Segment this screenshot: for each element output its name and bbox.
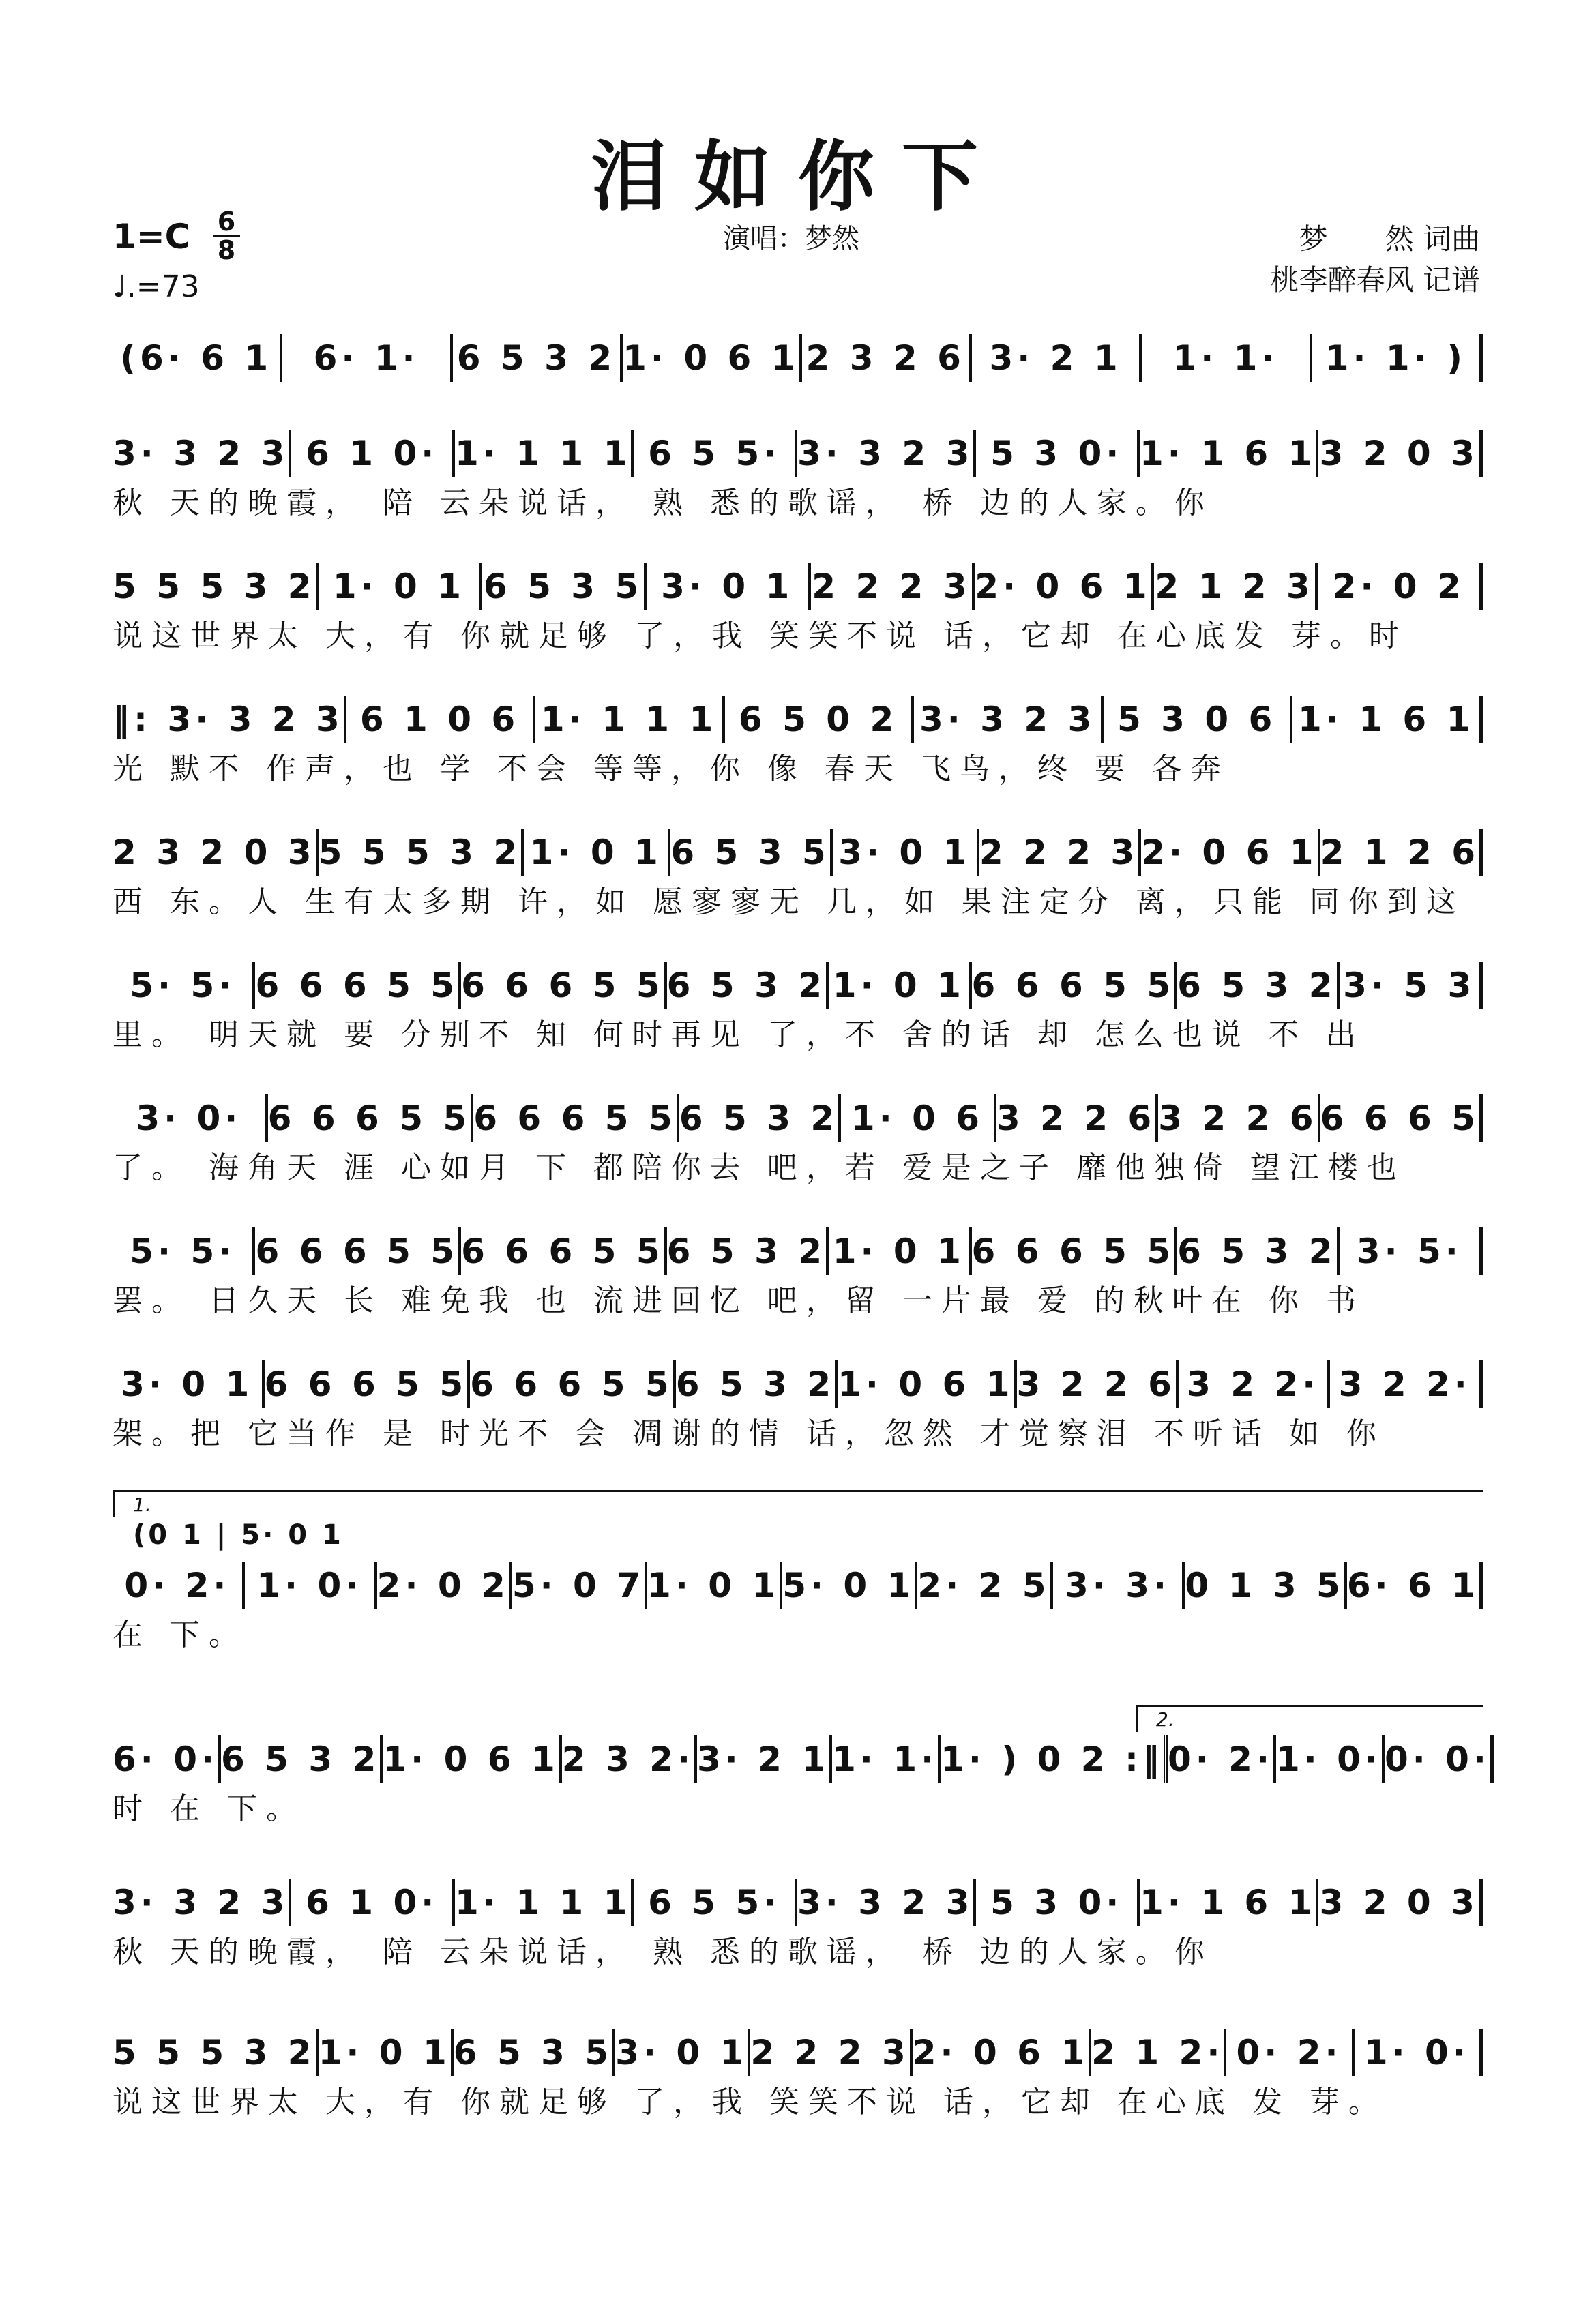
measure: 2 2 2 3 — [811, 563, 975, 610]
lyric-line: 在 下。 — [113, 1618, 248, 1652]
score-system — [113, 563, 1483, 665]
measure: 6 5 3 5 — [482, 563, 647, 610]
volta-number: 1. — [133, 1493, 151, 1516]
lyric-line: 秋 天的晚霞， 陪 云朵说话， 熟 悉的歌谣， 桥 边的人家。你 — [113, 1935, 1213, 1969]
measure: 6 5 5· — [634, 1879, 797, 1926]
lyric-line: 说这世界太 大，有 你就足够 了，我 笑笑不说 话，它却 在心底 发 芽。 — [113, 2085, 1387, 2119]
measure: 1· 1· — [1142, 334, 1312, 382]
measure: 2 2 2 3 — [750, 2029, 912, 2076]
measure: 6 5 3 2 — [453, 334, 623, 382]
measure: 5 3 0· — [976, 430, 1140, 477]
measure: 3· 3 2 3 — [914, 696, 1104, 743]
measure: 3 2 2 6 — [1158, 1094, 1320, 1142]
measure: 3 2 2· — [1179, 1360, 1331, 1408]
measure: 1· 0· — [245, 1562, 377, 1609]
measure: 6 5 3 2 — [667, 1227, 829, 1275]
measure: 6 6 6 5 5 — [473, 1094, 679, 1142]
measure: 3· 3· — [1053, 1562, 1185, 1609]
measure: 2· 0 2 — [377, 1562, 512, 1609]
measure: 1· 0 1 — [829, 962, 971, 1009]
score-system — [113, 2029, 1483, 2131]
measure: 1· 0· — [1355, 2029, 1483, 2076]
measure: 1· 1 1 1 — [455, 430, 634, 477]
score-system — [113, 1360, 1483, 1463]
lyric-line: 光 默不 作声，也 学 不会 等等，你 像 春天 飞鸟，终 要 各奔 — [113, 751, 1230, 786]
measure: 0· 2· — [1168, 1735, 1276, 1783]
measure: 1· 1 6 1 — [1140, 1879, 1318, 1926]
key-signature: 1=C — [113, 217, 190, 256]
measure-row — [113, 563, 1483, 610]
measure: 1· 0 1 — [524, 829, 670, 876]
lyric-line: 秋 天的晚霞， 陪 云朵说话， 熟 悉的歌谣， 桥 边的人家。你 — [113, 486, 1213, 520]
measure: 2 1 2· — [1091, 2029, 1226, 2076]
lyricist-composer-credit: 梦 然 词曲 — [1299, 222, 1480, 256]
measure: 5· 5· — [113, 962, 255, 1009]
measure: 6 6 6 5 5 — [972, 1227, 1178, 1275]
measure: 3· 5· — [1340, 1227, 1483, 1275]
measure: 6 6 6 5 5 — [461, 1227, 667, 1275]
score-system — [113, 1227, 1483, 1330]
measure: 6 6 6 5 — [1320, 1094, 1483, 1142]
measure: 2· 2 5 — [917, 1562, 1052, 1609]
volta-bracket — [113, 1490, 1483, 1492]
score-system — [113, 696, 1483, 798]
measure: 3· 5 3 — [1340, 962, 1483, 1009]
measure: 6· 1· — [282, 334, 452, 382]
measure: 3 2 0 3 — [1318, 430, 1483, 477]
score-system — [113, 1708, 1490, 1838]
measure-row — [113, 696, 1483, 743]
measure: 3 2 0 3 — [1318, 1879, 1483, 1926]
measure: 6 5 3 2 — [221, 1735, 383, 1783]
measure: 6 5 0 2 — [725, 696, 915, 743]
measure: ‖: 3· 3 2 3 — [113, 696, 346, 743]
lyric-line: 了。 海角天 涯 心如月 下 都陪你去 吧，若 爱是之子 靡他独倚 望江楼也 — [113, 1150, 1406, 1185]
measure: 2· 0 6 1 — [913, 2029, 1091, 2076]
volta-tick — [1136, 1705, 1138, 1732]
measure: 2 1 2 6 — [1320, 829, 1483, 876]
measure: (6· 6 1 — [113, 334, 282, 382]
measure: 1· 1 6 1 — [1292, 696, 1483, 743]
measure: 3· 3 2 3 — [797, 1879, 976, 1926]
measure: 1· 1 6 1 — [1140, 430, 1318, 477]
measure-row — [113, 1879, 1483, 1926]
measure: 1· 1 1 1 — [535, 696, 725, 743]
measure: 2· 0 6 1 — [1141, 829, 1320, 876]
measure: 5· 0 7 — [512, 1562, 647, 1609]
measure: 2 3 2 6 — [802, 334, 972, 382]
measure-row — [113, 962, 1483, 1009]
measure: 3· 0 1 — [647, 563, 811, 610]
measure: 1· 0 1 — [829, 1227, 971, 1275]
lyric-line: 时 在 下。 — [113, 1791, 305, 1826]
measure: 1· ) 0 2 :‖ — [941, 1735, 1168, 1783]
time-signature — [213, 209, 240, 263]
measure: 5 5 5 3 2 — [113, 2029, 319, 2076]
time-signature-bottom: 8 — [217, 235, 236, 265]
measure: 6 1 0· — [291, 430, 455, 477]
measure: 3· 0 1 — [615, 2029, 750, 2076]
transcriber-credit: 桃李醉春风 记谱 — [1270, 263, 1480, 297]
measure-row — [113, 1227, 1483, 1275]
lyric-line: 罢。 日久天 长 难免我 也 流进回忆 吧，留 一片最 爱 的秋叶在 你 书 — [113, 1283, 1365, 1318]
measure: 3· 3 2 3 — [113, 1879, 291, 1926]
measure: 6 5 3 2 — [1177, 962, 1339, 1009]
measure: 5 3 0 6 — [1104, 696, 1293, 743]
measure: 3 2 2 6 — [996, 1094, 1158, 1142]
lyric-line: 西 东。人 生有太多期 许，如 愿寥寥无 几，如 果注定分 离，只能 同你到这 — [113, 884, 1465, 919]
measure: 1· 1· — [832, 1735, 941, 1783]
volta-bracket — [1136, 1705, 1483, 1707]
measure: 6 5 3 2 — [679, 1094, 841, 1142]
measure: 0· 2· — [113, 1562, 245, 1609]
measure: 3 2 2 6 — [1017, 1360, 1179, 1408]
time-signature-top: 6 — [213, 209, 240, 237]
song-title: 泪如你下 — [591, 132, 1005, 222]
score-system — [113, 334, 1483, 436]
measure: 1· 0· — [1276, 1735, 1385, 1783]
measure: 2· 0 2 — [1318, 563, 1483, 610]
measure: 6 5 5· — [634, 430, 797, 477]
measure: 6 6 6 5 5 — [268, 1094, 474, 1142]
measure: 0 1 3 5 — [1185, 1562, 1346, 1609]
score-system — [113, 962, 1483, 1064]
measure: 1· 0 1 — [647, 1562, 782, 1609]
measure: 3· 2 1 — [697, 1735, 832, 1783]
measure: 1· 0 1 — [319, 2029, 454, 2076]
measure: 3 2 2· — [1330, 1360, 1483, 1408]
measure: 1· 0 6 1 — [838, 1360, 1016, 1408]
measure: 3· 0 1 — [113, 1360, 265, 1408]
measure: 1· 0 6 1 — [623, 334, 801, 382]
measure: 3· 2 1 — [972, 334, 1142, 382]
measure: 6 5 3 2 — [676, 1360, 838, 1408]
measure: 6 1 0· — [291, 1879, 455, 1926]
measure: 6· 6 1 — [1347, 1562, 1483, 1609]
measure: 5 5 5 3 2 — [319, 829, 524, 876]
measure: 3· 0· — [113, 1094, 268, 1142]
measure: 1· 1 1 1 — [455, 1879, 634, 1926]
measure: 6 6 6 5 5 — [265, 1360, 471, 1408]
measure: 1· 0 6 1 — [383, 1735, 561, 1783]
measure: 6 5 3 5 — [454, 2029, 615, 2076]
measure: 2· 0 6 1 — [975, 563, 1153, 610]
measure: 0· 2· — [1226, 2029, 1354, 2076]
measure: 5 3 0· — [976, 1879, 1140, 1926]
measure-row — [113, 430, 1483, 477]
measure-row — [113, 1094, 1483, 1142]
lyric-line: 架。把 它当作 是 时光不 会 凋谢的情 话，忽然 才觉察泪 不听话 如 你 — [113, 1416, 1385, 1451]
measure: 6 5 3 5 — [670, 829, 832, 876]
measure-row — [113, 1360, 1483, 1408]
lyric-line: 说这世界太 大，有 你就足够 了，我 笑笑不说 话，它却 在心底发 芽。时 — [113, 619, 1408, 653]
measure: 6 6 6 5 5 — [255, 1227, 461, 1275]
measure-row — [113, 1562, 1483, 1609]
measure-row — [113, 2029, 1483, 2076]
measure: 2 3 2· — [562, 1735, 697, 1783]
measure: 2 1 2 3 — [1154, 563, 1318, 610]
measure: 5· 0 1 — [782, 1562, 917, 1609]
score-system — [113, 1094, 1483, 1197]
measure-row — [113, 829, 1483, 876]
measure: 0· 0· — [1385, 1735, 1494, 1783]
measure: 6 5 3 2 — [1177, 1227, 1339, 1275]
measure: 6· 0· — [113, 1735, 221, 1783]
alternate-notes: (0 1 | 5· 0 1 — [133, 1519, 344, 1551]
measure: 3· 0 1 — [833, 829, 979, 876]
measure: 5 5 5 3 2 — [113, 563, 319, 610]
measure: 2 2 2 3 — [979, 829, 1141, 876]
measure: 1· 1· ) — [1312, 334, 1483, 382]
measure-row — [113, 1735, 1490, 1783]
volta-tick — [113, 1490, 115, 1517]
measure: 6 6 6 5 5 — [972, 962, 1178, 1009]
measure: 3· 3 2 3 — [797, 430, 976, 477]
singer-credit: 演唱：梦然 — [723, 223, 859, 254]
measure: 6 1 0 6 — [346, 696, 536, 743]
measure: 2 3 2 0 3 — [113, 829, 319, 876]
score-system — [113, 1879, 1483, 1981]
measure: 6 6 6 5 5 — [470, 1360, 676, 1408]
measure: 3· 3 2 3 — [113, 430, 291, 477]
measure: 1· 0 1 — [319, 563, 483, 610]
measure: 6 6 6 5 5 — [255, 962, 461, 1009]
measure: 6 5 3 2 — [667, 962, 829, 1009]
score-system — [113, 829, 1483, 931]
volta-number: 2. — [1156, 1708, 1174, 1731]
tempo-marking: ♩.=73 — [113, 269, 200, 304]
measure: 1· 0 6 — [841, 1094, 996, 1142]
score-system — [113, 1493, 1483, 1664]
measure-row — [113, 334, 1483, 382]
score-system — [113, 430, 1483, 532]
measure: 6 6 6 5 5 — [461, 962, 667, 1009]
lyric-line: 里。 明天就 要 分别不 知 何时再见 了，不 舍的话 却 怎么也说 不 出 — [113, 1017, 1365, 1052]
measure: 5· 5· — [113, 1227, 255, 1275]
